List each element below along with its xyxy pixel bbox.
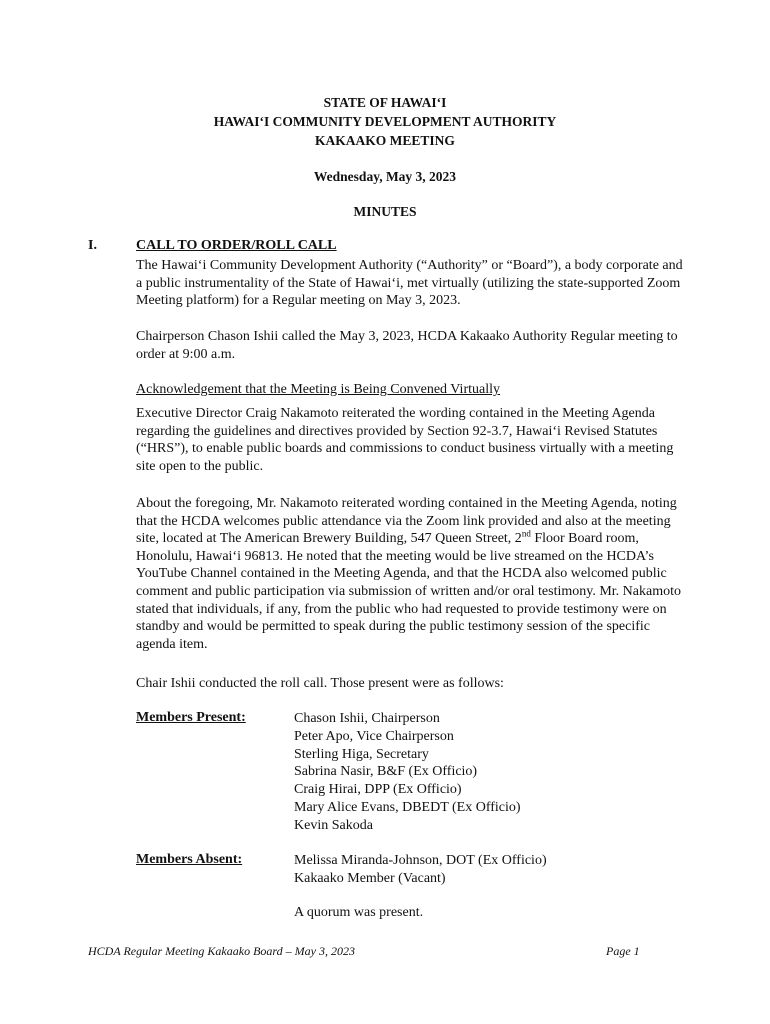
paragraph-foregoing [136,495,684,653]
members-present-list [294,710,521,835]
page-number: Page 1 [606,944,640,958]
members-absent-list [294,852,547,888]
paragraph-intro: The Hawai‘i Community Development Authority (“Authority” or “Board”), a body corporate and a public instrumentality of the State of Hawai‘i, met virtually (utilizing the state-supported Zoom Meeting platform) for a Regular meeting on May 3, 2023. [136,258,683,309]
paragraph-guidelines: Executive Director Craig Nakamoto reiterated the wording contained in the Meeting Agenda regarding the guidelines and directives provided by Section 92-3.7, Hawai‘i Revised Statutes (“HRS”), to enable public boards and commissions to conduct business virtually with a meeting site open to the public. [136,406,674,474]
quorum-statement: A quorum was present. [294,905,424,920]
members-absent-label: Members Absent: [136,852,243,867]
member-present-item: Sabrina Nasir, B&F (Ex Officio) [294,764,478,780]
paragraph-foregoing-part2: Floor Board room, Honolulu, Hawai‘i 96813. He noted that the meeting would be live streamed on the HCDA’s YouTube Channel contained in the Meeting Agenda, and that the HCDA also welcomed public comment and public participation via submission of written and/or oral testimony. Mr. Nakamoto stated that individuals, if any, from the public who had requested to provide testimony were on standby and would be permitted to speak during the public testimony session of the specific agenda item. [136,531,681,652]
member-present-item: Kevin Sakoda [294,817,373,833]
member-present-item: Mary Alice Evans, DBEDT (Ex Officio) [294,799,521,815]
member-absent-item: Kakaako Member (Vacant) [294,870,446,886]
meeting-date: Wednesday, May 3, 2023 [313,169,457,184]
section-number: I. [88,238,97,253]
paragraph-call-to-order: Chairperson Chason Ishii called the May 3, 2023, HCDA Kakaako Authority Regular meeting to order at 9:00 a.m. [136,329,678,362]
member-present-item: Sterling Higa, Secretary [294,746,429,762]
member-present-item: Peter Apo, Vice Chairperson [294,728,454,744]
acknowledgement-heading: Acknowledgement that the Meeting is Being Convened Virtually [136,382,500,397]
member-present-item: Craig Hirai, DPP (Ex Officio) [294,782,462,798]
header-state: STATE OF HAWAI‘I [323,95,447,110]
section-title: CALL TO ORDER/ROLL CALL [136,238,337,253]
paragraph-roll-call: Chair Ishii conducted the roll call. Those present were as follows: [136,676,504,691]
member-absent-item: Melissa Miranda-Johnson, DOT (Ex Officio) [294,853,547,868]
document-type: MINUTES [353,204,417,219]
ordinal-suffix: nd [521,528,531,539]
header-meeting: KAKAAKO MEETING [315,133,455,148]
member-present-item: Chason Ishii, Chairperson [294,711,440,726]
paragraph-foregoing-part1: About the foregoing, Mr. Nakamoto reiterated wording contained in the Meeting Agenda, noting that the HCDA welcomes public attendance via the Zoom link provided and also at the meeting site, located at The American Brewery Building, 547 Queen Street, 2 [136,496,677,547]
members-present-label: Members Present: [136,710,246,725]
header-authority: HAWAI‘I COMMUNITY DEVELOPMENT AUTHORITY [213,114,557,129]
footer-title: HCDA Regular Meeting Kakaako Board – May 3, 2023 [88,944,355,958]
